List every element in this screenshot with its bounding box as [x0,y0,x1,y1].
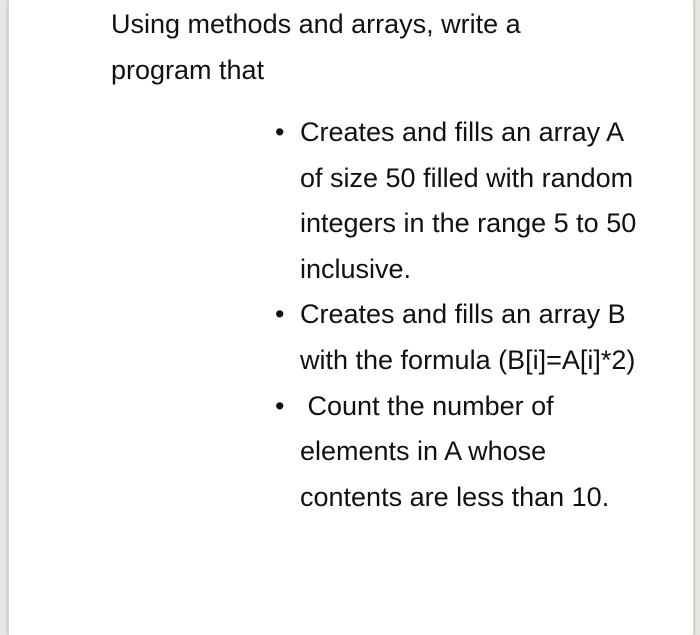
list-item [275,292,695,383]
intro-paragraph [111,1,631,93]
list-item-text: Creates and fills an array A of size 50 filled with random integers in the range 5 to 50 inclusive. [300,117,637,284]
requirements-list [275,110,695,520]
document-page [8,0,694,635]
list-item-text: Count the number of elements in A whose contents are less than 10. [300,390,610,512]
list-item [275,110,695,292]
list-item [275,384,695,521]
bullet-dot-icon: • [275,299,285,330]
bullet-dot-icon: • [275,390,285,421]
intro-line-1: Using methods and arrays, write a [111,9,521,39]
list-item-text: Creates and fills an array B with the formula (B[i]=A[i]*2) [300,299,636,375]
intro-line-2: program that [111,55,265,85]
bullet-dot-icon: • [275,117,285,147]
